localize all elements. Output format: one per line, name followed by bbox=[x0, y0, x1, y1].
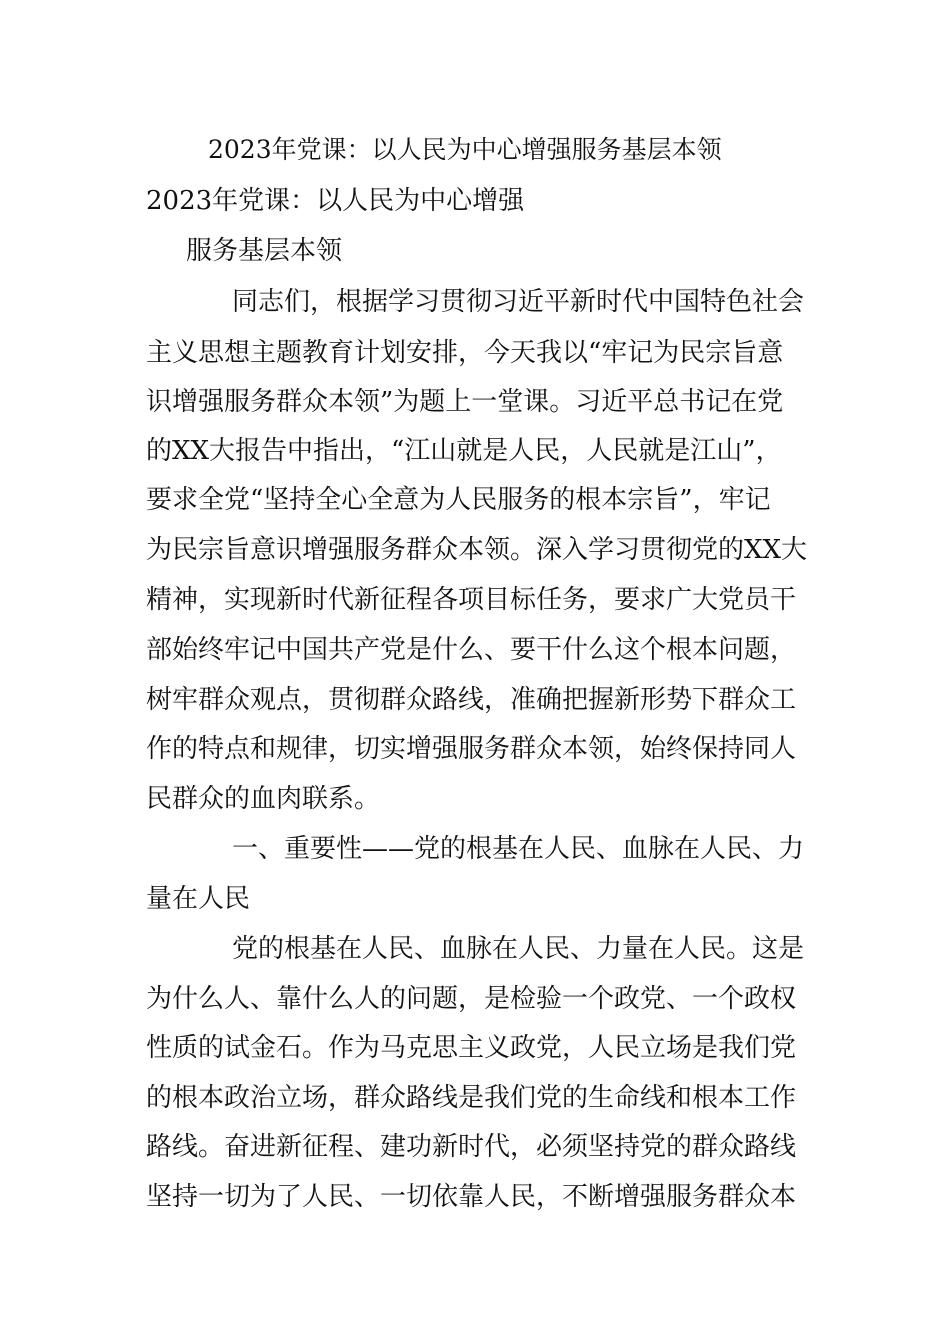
heading-line: 一、重要性——党的根基在人民、血脉在人民、力 bbox=[232, 834, 805, 864]
paragraph-line: 路线。奋进新征程、建功新时代，必须坚持党的群众路线 bbox=[146, 1132, 797, 1162]
paragraph-line: 识增强服务群众本领”为题上一堂课。习近平总书记在党 bbox=[146, 387, 784, 417]
paragraph-line: 树牢群众观点，贯彻群众路线，准确把握新形势下群众工 bbox=[146, 685, 797, 715]
paragraph-line: 民群众的血肉联系。 bbox=[146, 784, 381, 814]
paragraph-line: 主义思想主题教育计划安排，今天我以“牢记为民宗旨意 bbox=[146, 338, 784, 368]
paragraph-line: 性质的试金石。作为马克思主义政党，人民立场是我们党 bbox=[146, 1033, 797, 1063]
document-title: 2023年党课：以人民为中心增强服务基层本领 bbox=[208, 135, 722, 164]
subtitle-line-2: 服务基层本领 bbox=[186, 236, 343, 266]
paragraph-line: 同志们，根据学习贯彻习近平新时代中国特色社会 bbox=[232, 287, 805, 317]
subtitle-line-1: 2023年党课：以人民为中心增强 bbox=[146, 186, 525, 216]
paragraph-line: 的根本政治立场，群众路线是我们党的生命线和根本工作 bbox=[146, 1083, 797, 1113]
paragraph-line: 作的特点和规律，切实增强服务群众本领，始终保持同人 bbox=[146, 734, 797, 764]
paragraph-line: 为什么人、靠什么人的问题，是检验一个政党、一个政权 bbox=[146, 984, 797, 1014]
paragraph-line: 精神，实现新时代新征程各项目标任务，要求广大党员干 bbox=[146, 585, 797, 615]
paragraph-line: 党的根基在人民、血脉在人民、力量在人民。这是 bbox=[232, 934, 805, 964]
paragraph-line: 为民宗旨意识增强服务群众本领。深入学习贯彻党的XX大 bbox=[146, 535, 808, 565]
paragraph-line: 坚持一切为了人民、一切依靠人民，不断增强服务群众本 bbox=[146, 1182, 797, 1212]
paragraph-line: 部始终牢记中国共产党是什么、要干什么这个根本问题， bbox=[146, 635, 797, 665]
paragraph-line: 要求全党“坚持全心全意为人民服务的根本宗旨”，牢记 bbox=[146, 485, 771, 515]
paragraph-line: 的XX大报告中指出，“江山就是人民，人民就是江山”， bbox=[146, 436, 782, 466]
heading-line: 量在人民 bbox=[146, 884, 251, 914]
